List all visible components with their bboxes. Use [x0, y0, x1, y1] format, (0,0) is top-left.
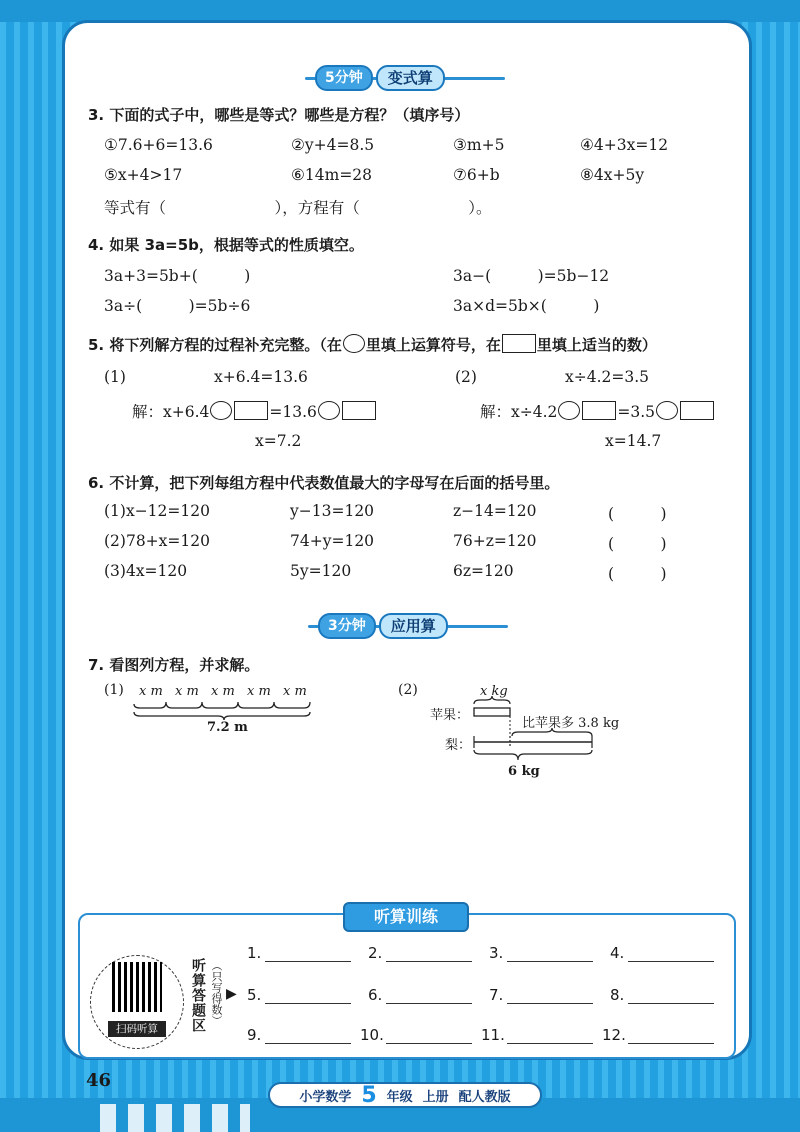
q5-p1-solve-b: =13.6: [269, 403, 317, 421]
answer-area-note: （只写得数）: [210, 960, 223, 1026]
answer-label: 4.: [610, 944, 625, 962]
answer-label: 9.: [247, 1026, 262, 1044]
answer-line[interactable]: [265, 961, 351, 962]
section-badge-1: [315, 66, 445, 90]
answer-label: 3.: [489, 944, 504, 962]
answer-label: 1.: [247, 944, 262, 962]
answer-line[interactable]: [265, 1003, 351, 1004]
number-blank[interactable]: [342, 401, 376, 420]
answer-label: 8.: [610, 986, 625, 1004]
answer-line[interactable]: [386, 1003, 472, 1004]
q4-title: 4. 如果 3a=5b，根据等式的性质填空。: [88, 236, 364, 254]
operator-blank[interactable]: [558, 401, 580, 420]
answer-label: 12.: [602, 1026, 626, 1044]
q5-p2-solve: [480, 400, 715, 422]
q5-p2-solve-a: 解：x÷4.2: [480, 403, 558, 421]
footer-banner: [268, 1082, 542, 1108]
q7-d2-total: 6 kg: [508, 764, 540, 779]
number-blank[interactable]: [582, 401, 616, 420]
footer-grade: 5: [361, 1082, 377, 1108]
q7-d2-top: x kg: [480, 684, 508, 699]
answer-label: 11.: [481, 1026, 505, 1044]
q5-p2-solve-b: =3.5: [617, 403, 656, 421]
page-number: 46: [86, 1070, 112, 1091]
q7-d2-apple: 苹果：: [430, 708, 470, 723]
q5-p1-label: (1): [104, 368, 126, 386]
footer-grade-suffix: 年级: [386, 1089, 413, 1105]
q5-p2-equation: x÷4.2=3.5: [565, 368, 650, 386]
q4-item-3[interactable]: 3a÷( )=5b÷6: [104, 297, 251, 315]
q3-item-6: ⑥14m=28: [291, 166, 373, 184]
q7-d1-seg-4: x m: [247, 684, 271, 699]
answer-line[interactable]: [628, 1043, 714, 1044]
q5-p2-label: (2): [455, 368, 477, 386]
footer-subject: 小学数学: [299, 1089, 352, 1105]
answer-area-label: 听算答题区: [190, 958, 206, 1033]
q6-r1-c1: (1)x−12=120: [104, 502, 210, 520]
answer-line[interactable]: [386, 961, 472, 962]
answer-label: 7.: [489, 986, 504, 1004]
q6-r3-c1: (3)4x=120: [104, 562, 188, 580]
footer-term: 上册: [422, 1089, 449, 1105]
answer-line[interactable]: [265, 1043, 351, 1044]
answer-label: 6.: [368, 986, 383, 1004]
footer-edition: 配人教版: [458, 1089, 511, 1105]
q7-d2-diagram: [468, 696, 608, 766]
number-blank[interactable]: [234, 401, 268, 420]
answer-label: 10.: [360, 1026, 384, 1044]
q4-item-4[interactable]: 3a×d=5b×( ): [453, 297, 600, 315]
answer-line[interactable]: [507, 1003, 593, 1004]
q4-item-2[interactable]: 3a−( )=5b−12: [453, 267, 610, 285]
answer-line[interactable]: [507, 1043, 593, 1044]
q7-d1-seg-3: x m: [211, 684, 235, 699]
q3-answer-line[interactable]: 等式有（ ），方程有（ ）。: [104, 199, 492, 217]
q6-r2-c3: 76+z=120: [453, 532, 537, 550]
section-badge-2: [318, 614, 448, 638]
minutes-pill: 3分钟: [318, 613, 376, 639]
q3-item-8: ⑧4x+5y: [580, 166, 645, 184]
q3-item-1: ①7.6+6=13.6: [104, 136, 213, 154]
q6-title: [88, 472, 559, 493]
minutes-pill: 5分钟: [315, 65, 373, 91]
qr-code-icon[interactable]: [112, 962, 162, 1012]
answer-line[interactable]: [386, 1043, 472, 1044]
q3-item-7: ⑦6+b: [453, 166, 500, 184]
q6-r3-c2: 5y=120: [290, 562, 352, 580]
q7-d2-label: (2): [398, 682, 418, 698]
arrow-right-icon: ▶: [226, 986, 237, 1002]
q6-r1-answer[interactable]: ( ): [608, 505, 667, 523]
q7-d1-label: (1): [104, 682, 124, 698]
q6-r3-answer[interactable]: ( ): [608, 565, 667, 583]
q6-r1-c3: z−14=120: [453, 502, 537, 520]
q5-title-mid: 里填上运算符号，在: [365, 336, 501, 354]
q3-item-2: ②y+4=8.5: [291, 136, 375, 154]
answer-label: 5.: [247, 986, 262, 1004]
scan-label[interactable]: 扫码听算: [108, 1021, 166, 1037]
q5-p2-result: x=14.7: [605, 432, 662, 450]
q7-d1-seg-5: x m: [283, 684, 307, 699]
q5-title-start: 5. 将下列解方程的过程补充完整。（在: [88, 336, 342, 354]
q5-p1-result: x=7.2: [255, 432, 302, 450]
number-blank[interactable]: [680, 401, 714, 420]
q6-r3-c3: 6z=120: [453, 562, 514, 580]
q7-d1-seg-1: x m: [139, 684, 163, 699]
q5-title: [88, 334, 657, 355]
q7-d2-more: 比苹果多 3.8 kg: [522, 716, 620, 731]
listening-title: 听算训练: [343, 902, 469, 932]
section-title: 变式算: [376, 65, 445, 91]
operator-blank[interactable]: [656, 401, 678, 420]
q7-d1-diagram: [130, 698, 330, 722]
q6-r2-answer[interactable]: ( ): [608, 535, 667, 553]
decorative-bars: [100, 1104, 250, 1132]
q3-item-5: ⑤x+4>17: [104, 166, 183, 184]
circle-blank-icon: [343, 334, 365, 353]
q5-p1-equation: x+6.4=13.6: [214, 368, 308, 386]
section-title: 应用算: [379, 613, 448, 639]
q3-title: 3. 下面的式子中，哪些是等式？哪些是方程？（填序号）: [88, 106, 470, 124]
top-band: [0, 0, 800, 22]
operator-blank[interactable]: [318, 401, 340, 420]
q7-d1-seg-2: x m: [175, 684, 199, 699]
answer-line[interactable]: [628, 961, 714, 962]
q3-item-3: ③m+5: [453, 136, 505, 154]
answer-line[interactable]: [628, 1003, 714, 1004]
answer-label: 2.: [368, 944, 383, 962]
q7-d2-pear: 梨：: [445, 738, 472, 753]
q7-title: 7. 看图列方程，并求解。: [88, 656, 260, 674]
q6-r2-c1: (2)78+x=120: [104, 532, 210, 550]
q5-p1-solve: [132, 400, 377, 422]
q6-title-text: 6. 不计算，把下列每组方程中代表数值最大的字母写在后面的括号里。: [88, 474, 560, 492]
square-blank-icon: [502, 334, 536, 353]
q5-p1-solve-a: 解：x+6.4: [132, 403, 210, 421]
q7-d1-total: 7.2 m: [207, 720, 248, 735]
q4-item-1[interactable]: 3a+3=5b+( ): [104, 267, 251, 285]
q6-r1-c2: y−13=120: [290, 502, 375, 520]
q6-r2-c2: 74+y=120: [290, 532, 375, 550]
operator-blank[interactable]: [210, 401, 232, 420]
q3-item-4: ④4+3x=12: [580, 136, 669, 154]
q5-title-end: 里填上适当的数）: [536, 336, 657, 354]
answer-line[interactable]: [507, 961, 593, 962]
